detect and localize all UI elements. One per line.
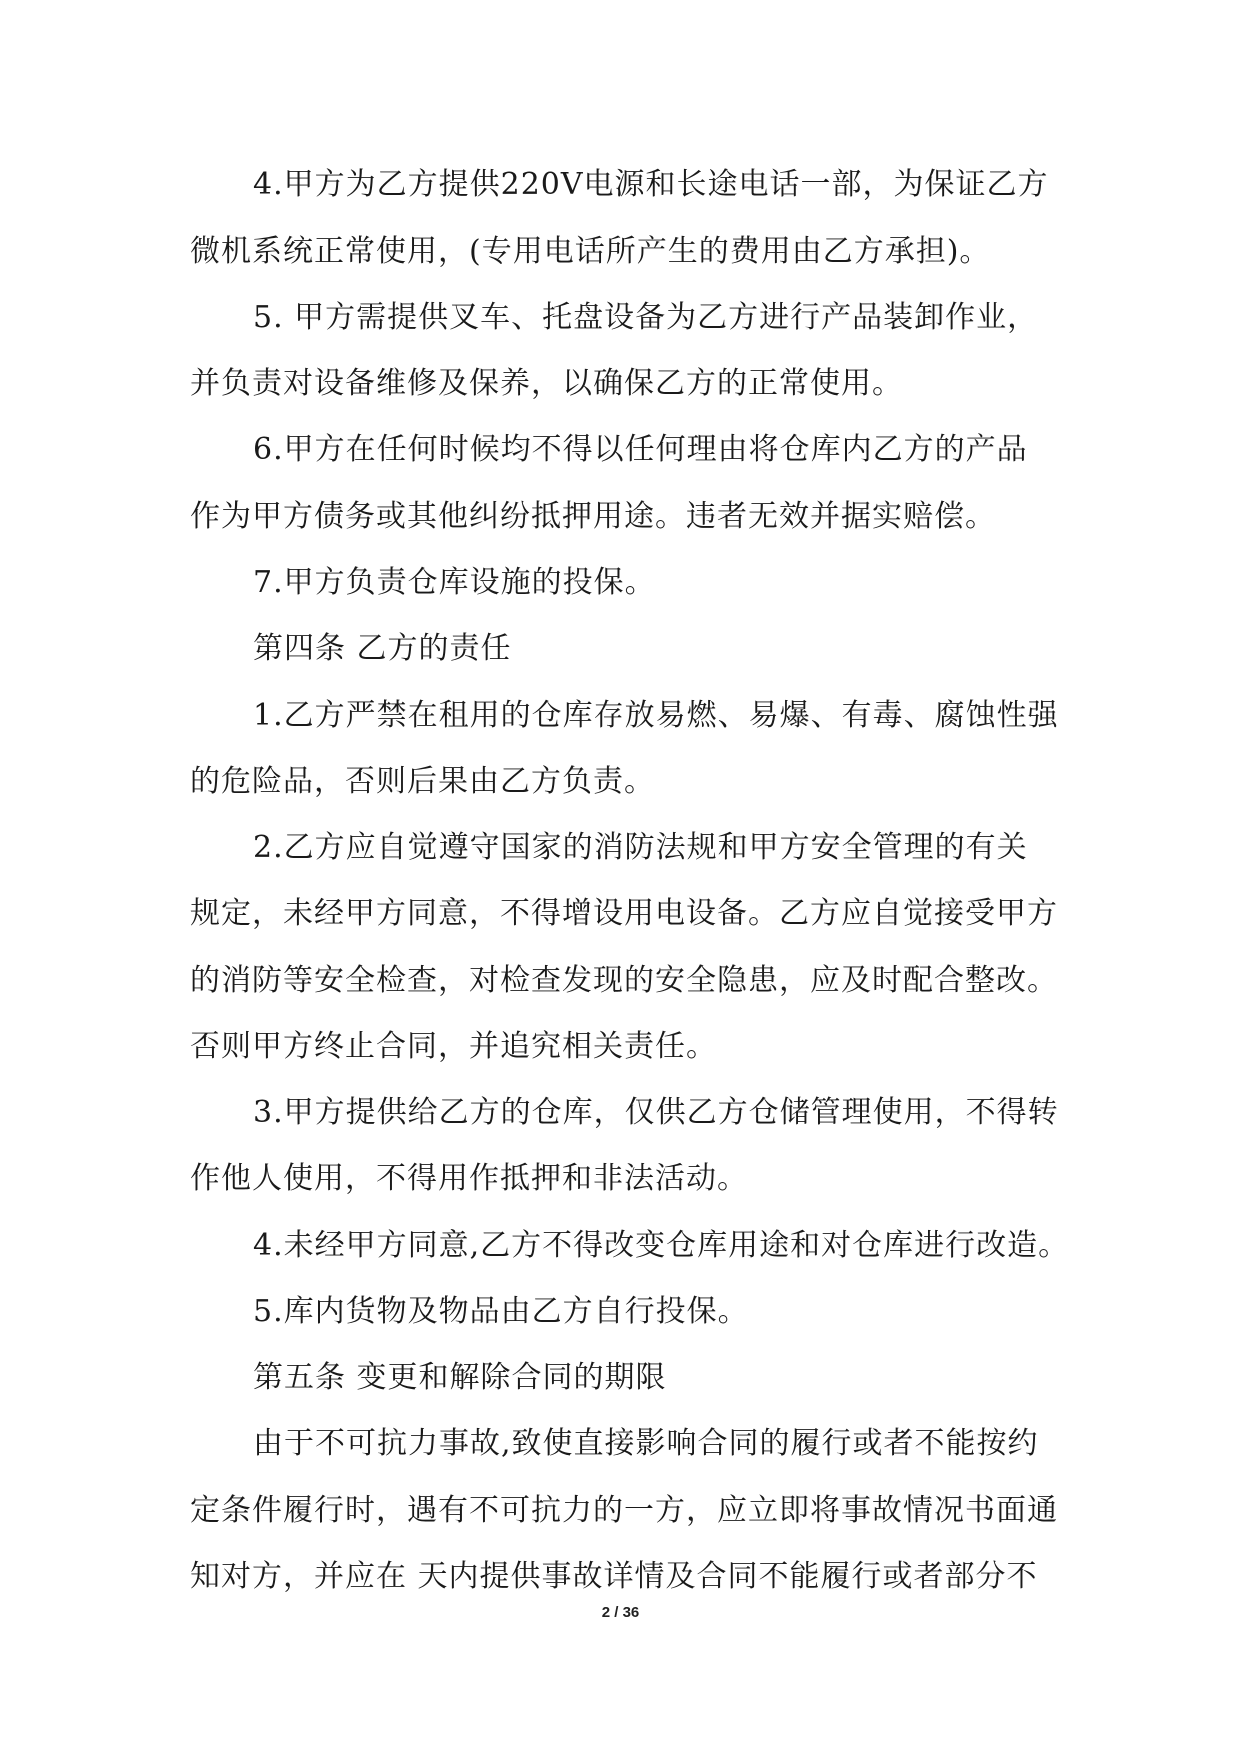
text-line: 7.甲方负责仓库设施的投保。	[253, 565, 656, 600]
text-line: 作为甲方债务或其他纠纷抵押用途。违者无效并据实赔偿。	[190, 499, 996, 534]
text-line: 的危险品，否则后果由乙方负责。	[190, 764, 655, 799]
text-line: 4.甲方为乙方提供220V电源和长途电话一部，为保证乙方	[253, 167, 1049, 202]
text-line: 4.未经甲方同意,乙方不得改变仓库用途和对仓库进行改造。	[253, 1228, 1070, 1263]
text-line: 作他人使用，不得用作抵押和非法活动。	[190, 1161, 748, 1196]
section-heading: 第四条 乙方的责任	[253, 631, 512, 666]
page-number: 2 / 36	[601, 1604, 640, 1621]
text-line: 微机系统正常使用，(专用电话所产生的费用由乙方承担)。	[190, 234, 991, 269]
text-line: 定条件履行时，遇有不可抗力的一方，应立即将事故情况书面通	[190, 1493, 1058, 1528]
text-line: 规定，未经甲方同意，不得增设用电设备。乙方应自觉接受甲方	[190, 896, 1058, 931]
text-line: 5. 甲方需提供叉车、托盘设备为乙方进行产品装卸作业，	[253, 300, 1039, 335]
text-line: 5.库内货物及物品由乙方自行投保。	[253, 1294, 749, 1329]
text-line: 的消防等安全检查，对检查发现的安全隐患，应及时配合整改。	[190, 963, 1058, 998]
text-line: 并负责对设备维修及保养，以确保乙方的正常使用。	[190, 366, 903, 401]
section-heading: 第五条 变更和解除合同的期限	[253, 1360, 667, 1395]
text-line: 2.乙方应自觉遵守国家的消防法规和甲方安全管理的有关	[253, 830, 1028, 865]
text-line: 6.甲方在任何时候均不得以任何理由将仓库内乙方的产品	[253, 432, 1028, 467]
text-line: 知对方，并应在 天内提供事故详情及合同不能履行或者部分不	[190, 1559, 1038, 1594]
text-line: 3.甲方提供给乙方的仓库，仅供乙方仓储管理使用，不得转	[253, 1095, 1059, 1130]
text-line: 否则甲方终止合同，并追究相关责任。	[190, 1029, 717, 1064]
text-line: 由于不可抗力事故,致使直接影响合同的履行或者不能按约	[253, 1426, 1039, 1461]
text-line: 1.乙方严禁在租用的仓库存放易燃、易爆、有毒、腐蚀性强	[253, 698, 1059, 733]
